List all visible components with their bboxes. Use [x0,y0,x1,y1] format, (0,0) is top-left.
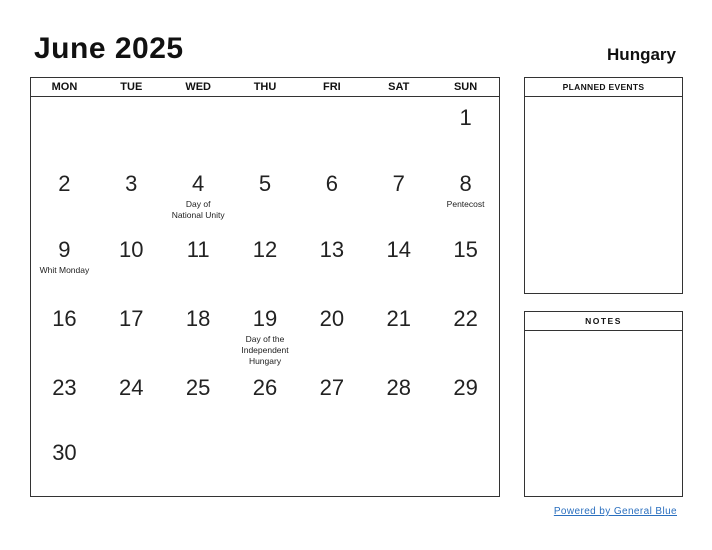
day-number: 26 [252,375,278,400]
day-number: 12 [252,237,278,262]
day-cell [98,432,165,498]
notes-panel [524,311,683,497]
day-number: 5 [258,171,272,196]
powered-by-link[interactable]: Powered by General Blue [553,506,677,517]
day-number: 21 [386,306,411,331]
day-number: 4 [192,171,205,196]
day-number: 30 [52,440,77,465]
day-number: 17 [119,306,144,331]
day-number: 18 [185,306,211,331]
day-cell [298,229,365,295]
day-cell [432,298,499,364]
day-cell [165,367,232,433]
week-row [31,367,499,433]
day-cell [232,367,299,433]
day-cell [165,298,232,364]
day-number: 19 [252,306,278,331]
weekday-mon: MON [51,81,78,93]
day-cell [98,163,165,229]
notes-header: NOTES [525,312,682,331]
day-number: 7 [392,171,405,196]
planned-events-panel [524,77,683,294]
weekday-thu: THU [253,81,277,93]
weekday-tue: TUE [120,81,143,93]
weekday-sun: SUN [453,81,478,93]
weekday-sat: SAT [388,81,410,93]
day-cell [298,298,365,364]
day-cell [98,298,165,364]
day-cell [365,298,432,364]
day-number: 8 [459,171,472,196]
weeks-container [31,97,499,496]
day-cell [98,367,165,433]
day-number: 10 [119,237,144,262]
week-row [31,97,499,163]
day-cell [298,432,365,498]
day-number: 16 [52,306,77,331]
day-cell [31,367,98,433]
day-cell [232,163,299,229]
day-cell [165,432,232,498]
day-cell [432,367,499,433]
holiday-label: Pentecost [446,199,485,209]
week-row [31,163,499,229]
day-number: 11 [186,237,210,262]
day-cell [232,97,299,163]
day-number: 1 [459,105,472,130]
day-number: 9 [58,237,71,262]
day-cell [298,367,365,433]
day-cell [365,97,432,163]
day-cell [365,367,432,433]
day-cell [432,229,499,295]
day-cell [31,229,98,295]
week-row [31,298,499,364]
day-cell [232,432,299,498]
day-number: 24 [119,375,144,400]
weekday-wed: WED [185,81,211,93]
day-cell [432,97,499,163]
day-cell [365,163,432,229]
day-cell [365,229,432,295]
country-label: Hungary [607,45,676,64]
holiday-label: Whit Monday [39,265,90,275]
day-number: 28 [386,375,411,400]
week-row [31,229,499,295]
holiday-label: Day of National Unity [171,199,225,220]
day-number: 6 [325,171,338,196]
calendar-grid [30,77,500,497]
holiday-label: Day of the Independent Hungary [241,334,289,366]
day-cell [298,163,365,229]
day-cell [31,97,98,163]
day-number: 29 [453,375,478,400]
day-number: 25 [185,375,211,400]
day-cell [432,163,499,229]
day-cell [98,229,165,295]
day-number: 22 [453,306,478,331]
day-number: 15 [453,237,478,262]
day-cell [31,298,98,364]
day-cell [165,163,232,229]
day-number: 2 [58,171,71,196]
weekday-fri: FRI [323,81,341,93]
day-cell [432,432,499,498]
planned-events-header: PLANNED EVENTS [525,78,682,97]
day-cell [31,163,98,229]
day-number: 14 [386,237,411,262]
day-cell [31,432,98,498]
day-cell [232,229,299,295]
day-cell [365,432,432,498]
page-title: June 2025 [34,32,184,65]
day-number: 23 [52,375,77,400]
day-cell [165,229,232,295]
day-number: 3 [125,171,138,196]
day-cell [298,97,365,163]
day-cell [98,97,165,163]
day-cell [165,97,232,163]
day-number: 27 [319,375,345,400]
day-number: 20 [319,306,345,331]
weekday-header-row [31,78,499,97]
day-number: 13 [319,237,345,262]
day-cell [232,298,299,364]
week-row [31,432,499,498]
